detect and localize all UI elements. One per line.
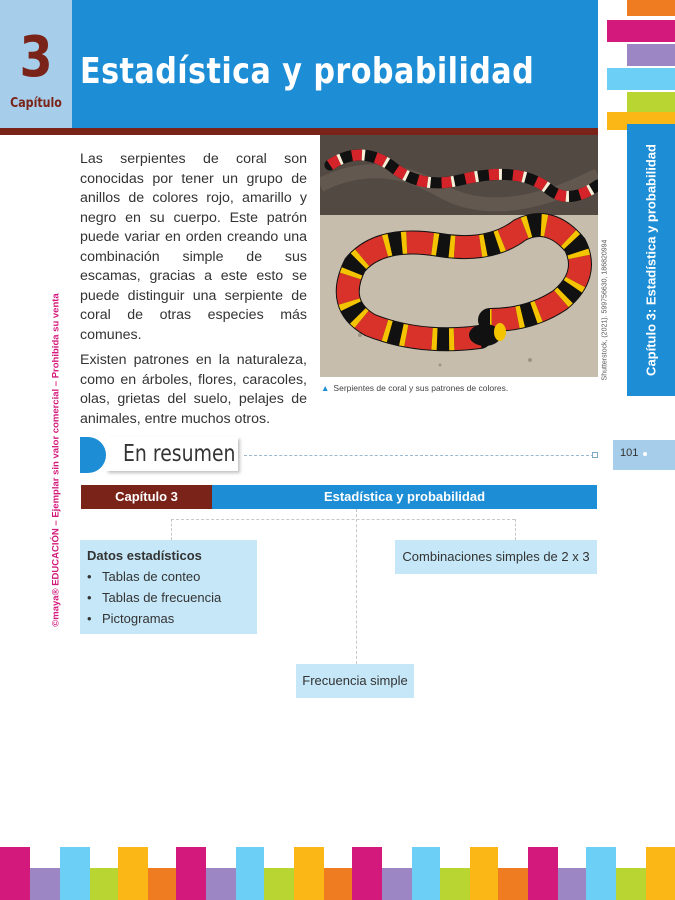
page-title: Estadística y probabilidad xyxy=(80,51,535,92)
map-bar-chapter: Capítulo 3 xyxy=(81,485,212,509)
connector-center xyxy=(356,509,357,664)
photo-caption-text: Serpientes de coral y sus patrones de colores. xyxy=(333,383,509,393)
list-item: • Tablas de frecuencia xyxy=(87,587,250,608)
color-tab-lime xyxy=(627,92,675,114)
intro-paragraph-1: Las serpientes de coral son conocidas por tener un grupo de anillos de colores rojo, amarillo y negro en su cuerpo. Este patrón puede variar en orden creando una combinación simple de sus escamas, gracias a este esto se puede distinguir una serpiente de coral de otras especies más comunes. xyxy=(80,151,307,343)
connector-left xyxy=(171,519,172,540)
node-datos-list xyxy=(87,566,250,629)
node-combinaciones: Combinaciones simples de 2 x 3 xyxy=(395,540,597,574)
list-item: • Pictogramas xyxy=(87,608,250,629)
color-tab-cyan xyxy=(607,68,675,90)
chapter-label: Capítulo xyxy=(10,96,62,111)
summary-divider xyxy=(244,455,594,456)
header-rule xyxy=(0,128,598,135)
color-tab-purple xyxy=(627,44,675,66)
summary-divider-end xyxy=(592,452,598,458)
coral-snakes-photo xyxy=(320,135,598,377)
connector-horizontal xyxy=(171,519,515,520)
page-number-dot xyxy=(643,452,647,456)
color-tab-magenta xyxy=(607,20,675,42)
node-frecuencia: Frecuencia simple xyxy=(296,664,414,698)
caption-triangle-icon: ▲ xyxy=(321,383,330,393)
node-datos-title: Datos estadísticos xyxy=(87,548,202,563)
summary-tab-icon xyxy=(80,437,106,473)
color-tab-orange xyxy=(627,0,675,16)
chapter-number: 3 xyxy=(19,25,53,90)
list-item: • Tablas de conteo xyxy=(87,566,250,587)
connector-right xyxy=(515,519,516,540)
photo-caption xyxy=(321,383,508,393)
coral-snakes-illustration xyxy=(320,135,598,377)
photo-credit: Shutterstock, (2021). 599756630, 186820994 xyxy=(601,239,609,381)
page-number: 101 xyxy=(620,447,639,459)
copyright-notice: ©maya® EDUCACIÓN – Ejemplar sin valor comercial – Prohibida su venta xyxy=(50,293,62,627)
summary-heading: En resumen xyxy=(123,441,236,467)
intro-text xyxy=(80,150,307,435)
side-chapter-tab-label: Capítulo 3: Estadística y probabilidad xyxy=(643,144,659,376)
intro-paragraph-2: Existen patrones en la naturaleza, como en árboles, flores, caracoles, olas, grietas del suelo, pelajes de animales, entre muchos otros. xyxy=(80,352,307,427)
node-datos-estadisticos xyxy=(80,540,257,634)
map-bar-topic: Estadística y probabilidad xyxy=(212,485,597,509)
